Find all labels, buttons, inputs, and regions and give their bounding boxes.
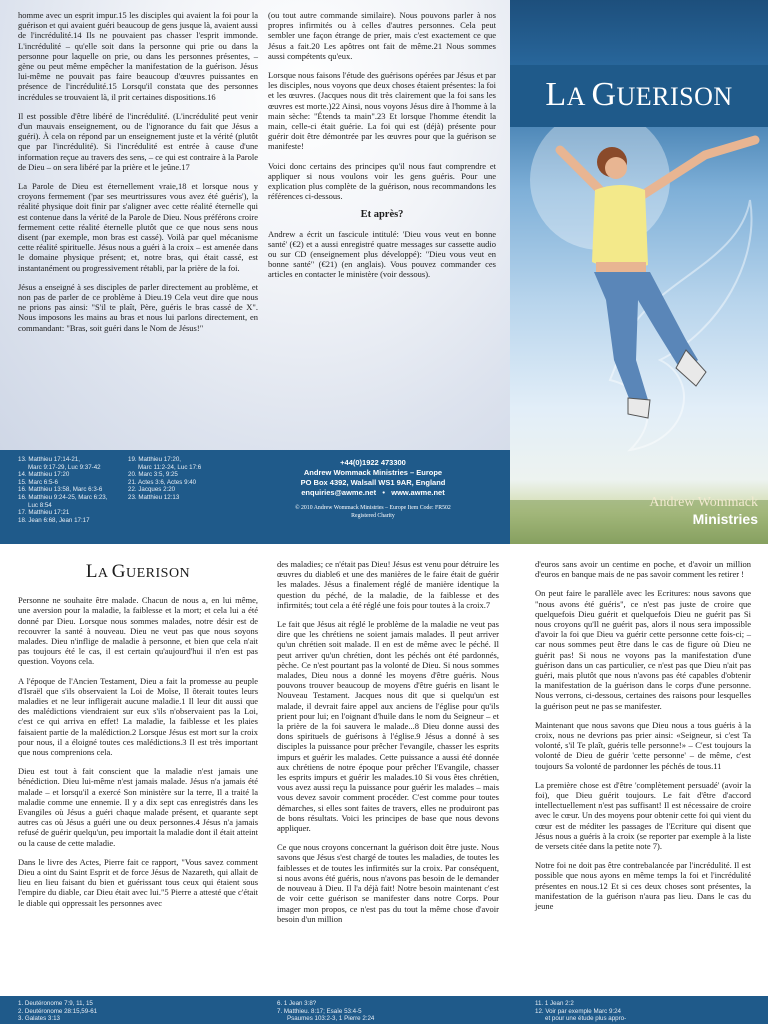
top-col1-para-4: Jésus a enseigné à ses disciples de parler directement au problème, et non pas de parler de ce problème à Dieu.19 Cela veut dire que nous ne prions pas ainsi: "S'il te plaît, Père, guéris le bras cassé de X". Nous imposons les mains au bras et nous lui parlons directement, en commandant: "Bras, soit guéri dans le Nom de Jésus!"	[18, 281, 258, 333]
ref-line: 17. Matthieu 17:21	[18, 509, 70, 517]
copyright-line: © 2010 Andrew Wommack Ministries – Europe Item Code: FR502	[295, 505, 451, 511]
bottom-col3-para-4: La première chose est d'être 'complètement persuadé' (avoir la foi), que Dieu guérit toujours. Le fait d'être d'accord intellectuellement n'est pas suffisant! Il est nécessaire de croire avec le cœur. Un des moyens pour obtenir cette foi qui vient du cœur est de méditer les passages de l'Ecriture qui disent que Jésus nous a guéris à la croix (se reporter par exemple à la liste de versets citée dans la petite note 7).	[535, 779, 751, 852]
top-col2-para-3: Voici donc certains des principes qu'il nous faut comprendre et appliquer si nous voulons voir les gens guéris. Pour une explication plus complète de la guérison, nous recommandons les références ci-dessous.	[268, 160, 496, 202]
bottom-col3-para-1: d'euros sans avoir un centime en poche, et d'avoir un million d'euros en banque mais de ne pas savoir comment les retirer !	[535, 559, 751, 580]
bottom-column-1	[18, 559, 258, 917]
footnote-line: 2. Deutéronome 28:15,59-61	[18, 1007, 98, 1015]
ref-line: 16. Matthieu 9:24-25, Marc 6:23,	[18, 493, 108, 501]
bottom-col1-para-4: Dans le livre des Actes, Pierre fait ce rapport, "Vous savez comment Dieu a oint du Saint Esprit et de force Jésus de Nazareth, qui allait de lieu en lieu faisant du bien et guérissant tous ceux qui étaient sous l'empire du diable, car Dieu était avec lui."5 Pierre a attesté que c'était le diable qui oppressait les personnes avec	[18, 856, 258, 908]
belly	[596, 262, 646, 272]
ref-line: 21. Actes 3:6, Actes 9:40	[128, 478, 197, 486]
ministry-logo	[649, 495, 758, 527]
logo-line-2: Ministries	[692, 511, 758, 527]
ref-line: 13. Matthieu 17:14-21,	[18, 456, 80, 463]
contact-org: Andrew Wommack Ministries – Europe	[303, 468, 443, 477]
footnote-line: 12. Voir par exemple Marc 9:24	[535, 1007, 621, 1015]
top-col1-para-3: La Parole de Dieu est éternellement vraie,18 et lorsque nous y croyons fermement ('par ses meurtrissures vous avez été guéris'), la réalité physique doit finir par s'aligner avec cette réalité éternelle qui est contenue dans la vérité de la Parole de Dieu. Nous préférons croire fermement cette réalité éternelle plutôt que ce que nous sens nous disent (par exemple, mon bras est cassé). Voilà par quel mécanisme cette réalité spirituelle. Jésus nous a guéri à la croix – est amenée dans le domaine physique présent; et, notre bras, qui était cassé, est instantanément ou progressivement rétabli, par la prière de la foi.	[18, 181, 258, 273]
footnote-line: 11. 1 Jean 2:2	[535, 1000, 574, 1007]
charity-line: Registered Charity	[351, 513, 395, 519]
ref-line: Marc 9:17-29, Luc 9:37-42	[28, 463, 101, 471]
ref-line: 22. Jacques 2:20	[128, 486, 176, 494]
top-col1-para-1: homme avec un esprit impur.15 les disciples qui avaient la foi pour la guérison et qui avaient guéri beaucoup de gens jusque là, avaient aussi de l'incrédulité.14 Ils ne pouvaient pas chasser l'esprit immonde. L'incrédulité – qu'elle soit dans la personne qui prie ou dans la personne pour laquelle on prie, ou dans les personnes présentes, – gène ou peut même empêcher la manifestation de la guérison. Jésus lui-même ne pouvait pas faire beaucoup d'œuvres puissantes en présence de l'incrédulité.15 Lorsqu'il constata que des personnes incrédules se trouvaient là, il prit certaines dispositions.16	[18, 10, 258, 102]
bottom-col3-para-3: Maintenant que nous savons que Dieu nous a tous guéris à la croix, nous ne devrions pas prier ainsi: «Seigneur, si c'est Ta volonté, s'il Te plaît, guéris telle personne!» – C'est toujours la volonté de Dieu de guérir 'cette personne' – de même, c'est toujours Sa volonté de pardonner les péchés de tous.11	[535, 719, 751, 771]
head	[605, 157, 627, 179]
footnote-line: 7. Matthieu. 8:17; Esaïe 53:4-5	[277, 1007, 362, 1015]
footnotes-column-2	[277, 1000, 499, 1023]
top-col2-para-after: Andrew a écrit un fascicule intitulé: 'Dieu vous veut en bonne santé' (€2) et a aussi enregistré quatre messages sur cassette audio ou sur CD (enseignement plus développé): "Dieu vous veut en bonne santé" (€21) (en anglais). Vous pouvez commander ces articles en contacter le ministère (voir dessous).	[268, 228, 496, 280]
contact-phone[interactable]: +44(0)1922 473300	[340, 458, 406, 467]
bottom-col3-para-2: On peut faire le parallèle avec les Ecritures: nous savons que "nous avons été guéris", ce n'est pas juste de croire que quelquefois Dieu guérit et quelquefois Dieu ne guérit pas Si nous croyons qu'Il ne guérit pas, alors il nous sera impossible d'avoir la foi que Dieu va guérir cette personne cette fois-ci; – car nous sommes peut être dans le cas de figure où Dieu ne guérit pas! Si nous ne voyons pas la manifestation d'une guérison dans un cas particulier, ce n'est pas que Dieu n'ait pas guéri, mais plutôt que nous n'avons pas été capables d'obtenir la manifestation de la guérison dans le corps d'une personne. Nous verrons, ci-dessous, certaines des raisons pour lesquelles la guérison peut ne pas se manifester.	[535, 588, 751, 711]
bottom-col2-para-3: Ce que nous croyons concernant la guérison doit être juste. Nous savons que Jésus s'est chargé de toutes les maladies, de toutes les faiblesses et de toutes les infirmités sur la croix. Par conséquent, si nous avons été guéris, nous n'avons pas besoin de le demander de nouveau à Dieu. Il l'a déjà fait! Notre besoin maintenant c'est de voir cette guérison se manifester dans notre Corps. Pour imager mon propos, ce n'est pas du tout la même chose d'avoir besoin d'un million	[277, 842, 499, 924]
bottom-panel	[0, 545, 768, 1024]
top-column-2	[268, 10, 496, 289]
footnote-line: 3. Galates 3:13	[18, 1015, 60, 1023]
references-footer-bar	[0, 450, 510, 545]
references-column-b	[128, 456, 238, 502]
footnote-line: 1. Deutéronome 7:9, 11, 15	[18, 1000, 93, 1007]
footnotes-column-1	[18, 1000, 258, 1023]
cover-panel	[510, 0, 768, 545]
footnote-line: et pour une étude plus appro-	[545, 1015, 627, 1023]
bottom-column-2	[277, 559, 499, 933]
contact-web-link[interactable]: www.awme.net	[391, 488, 445, 497]
bottom-footnotes-bar	[0, 996, 768, 1024]
page-title: LA GUERISON	[85, 561, 191, 582]
bottom-col1-para-2: A l'époque de l'Ancien Testament, Dieu a fait la promesse au peuple d'Israël que s'ils observaient la Loi de Moïse, Il ôterait toutes leurs maladies et ne leur infligerait aucune maladie.1 Il leur dit aussi que des malédictions viendraient sur eux s'ils n'observaient pas la Loi, c'est ce qui arriva en effet! La maladie, la faiblesse et les plaies faisaient partie de la malédiction.2 Lorsque Jésus est mort sur la croix pour nous, il a éloigné toutes ces malédictions.3 Il est très important que nous comprenions cela.	[18, 675, 258, 758]
ref-line: 16. Matthieu 13:58, Marc 6:3-6	[18, 486, 103, 494]
bottom-col1-para-1: Personne ne souhaite être malade. Chacun de nous a, en lui même, une aversion pour la maladie, la faiblesse et la mort; et cela lui a été donné par Dieu. Lorsque nous sommes malades, notre désir est de recouvrer la santé à nouveau. Dieu ne veut pas que nous soyons malades. Dieu n'inflige de maladie à personne, et bien que cela n'ait pas toujours été le cas, il est certain qu'aujourd'hui il n'en est pas question. Voyons cela.	[18, 595, 258, 667]
ref-line: 15. Marc 6:5-6	[18, 478, 58, 486]
bottom-col1-para-3: Dieu est tout à fait conscient que la maladie n'est jamais une bénédiction. Dieu lui-même n'est jamais malade. Jésus n'a jamais été malade – et lorsqu'il a exercé Son ministère sur la terre, Il a traité la maladie comme une ennemie. Il y a dix sept cas enregistrés dans les Evangiles où Jésus a guéri chaque malade présent, et quarante sept autres cas où Jésus a guéri une ou deux personnes.4 Jésus n'a jamais refusé de guérir quelqu'un, peu importait la maladie dont il était atteint ou la cause de cette maladie.	[18, 766, 258, 848]
footnote-line: Psaumes 103:2-3, 1 Pierre 2:24	[287, 1015, 375, 1023]
section-heading-et-apres: Et après?	[360, 209, 404, 221]
contact-email-link[interactable]: enquiries@awme.net	[301, 488, 377, 497]
top-col2-para-2: Lorsque nous faisons l'étude des guérisons opérées par Jésus et par les disciples, nous voyons que deux choses étaient présentes: la foi et les œuvres. (Jacques nous dit très clairement que la foi sans les œuvres est morte.)22 Ainsi, nous voyons Jésus dire à l'homme à la main sèche: "Étends ta main".23 Et lorsque l'homme étendit la main, celle-ci était guérie. La foi qui est (déjà) présente pour guérir doit être démontrée par les œuvres pour que la guérison se manifeste!	[268, 70, 496, 152]
ref-line: 23. Matthieu 12:13	[128, 493, 180, 501]
ref-line: 14. Matthieu 17:20	[18, 471, 70, 479]
yellow-top	[592, 185, 648, 269]
ref-line: Marc 11:2-24, Luc 17:6	[138, 463, 202, 471]
contact-address: PO Box 4392, Walsall WS1 9AR, England	[300, 478, 446, 487]
ref-line: Luc 8:54	[28, 501, 52, 509]
contact-email-web: enquiries@awme.net • www.awme.net	[301, 488, 445, 497]
top-column-1	[18, 10, 258, 342]
ref-line: 19. Matthieu 17:20,	[128, 456, 181, 463]
bottom-col2-para-1: des maladies; ce n'était pas Dieu! Jésus est venu pour détruire les œuvres du diable6 et une des manières de le faire était de guérir les malades. Jésus a finalement réglé de manière identique la question du péché, de la maladie, de la faiblesse et des infirmités; tout cela a été réglé une fois pour toutes à la croix.7	[277, 559, 499, 610]
logo-line-1: Andrew Wommack	[649, 495, 758, 510]
footnotes-column-3	[535, 1000, 751, 1023]
bottom-col2-para-2: Le fait que Jésus ait réglé le problème de la maladie ne veut pas dire que les chrétiens ne soient jamais malades. Il peut arriver qu'un chrétien soit malade. Il en est de même avec le péché. Il peut arriver qu'un chrétien, dont les péchés ont été pardonnés, pèche. Ce n'est pourtant pas la volonté de Dieu. Si nous sommes malades, Dieu nous a donné les moyens d'être guéris. Nous pouvons trouver beaucoup de moyens d'être guéris en lisant le Nouveau Testament. Jacques nous dit que si quelqu'un est malade, il devrait faire appel aux anciens de l'église pour qu'ils prient pour lui; en l'oignant d'huile dans le nom du Seigneur – et la prière de la foi sauvera le malade...8 Dieu donne aussi des dons spirituels de guérisons à l'église.9 Jésus a donné à ses disciples la puissance pour prêcher l'evangile, chasser les esprits impurs et guérir les malades. Cette puissance a aussi été donnée aux chrétiens de notre époque pour prêcher l'Evangile, chasser les esprits impurs et guérir les malades.10 Si vous êtes chrétien, vous avez aussi reçu la puissance pour guérir les malades – mais vous devez savoir comment procéder. C'est comme pour toutes démarches, si elles sont faites de travers, elles ne produiront pas de bons résultats. Voici les principes de base que nous devons appliquer.	[277, 619, 499, 834]
bottom-col3-para-5: Notre foi ne doit pas être contrebalancée par l'incrédulité. Il est possible que nous ayons en même temps la foi et l'incrédulité présentes en nous.12 Et si ces deux choses sont présentes, la manifestation de la guérison n'aura pas lieu. Dans le cas du jeune	[535, 860, 751, 912]
cover-title: LA GUERISON	[545, 76, 733, 113]
left-shoe	[628, 398, 650, 418]
footnote-line: 6. 1 Jean 3:8?	[277, 1000, 317, 1007]
references-column-a	[18, 456, 128, 524]
ref-line: 20. Marc 3:5, 9:25	[128, 471, 178, 479]
bottom-column-3	[535, 559, 751, 920]
contact-block	[268, 458, 478, 520]
top-col1-para-2: Il est possible d'être libéré de l'incrédulité. (L'incrédulité peut venir d'un mauvais enseignement, ou de l'ignorance du fait que Jésus a guéri). À cela on répond par un enseignement juste et la vérité (plutôt que par l'incrédulité). Si l'incrédulité est entrée à cause d'une information reçue au travers des sens, – ce qui est contraire à la Parole de Dieu – on sera libéré par la prière et le jeûne.17	[18, 110, 258, 172]
top-col2-para-1: (ou tout autre commande similaire). Nous pouvons parler à nos propres infirmités ou à celles d'autres personnes. Cela peut sembler une façon étrange de prier, mais c'est exactement ce que Jésus a fait.20 Les apôtres ont fait de même.21 Nous sommes aussi compétents qu'eux.	[268, 10, 496, 61]
ref-line: 18. Jean 6:68, Jean 17:17	[18, 516, 90, 524]
